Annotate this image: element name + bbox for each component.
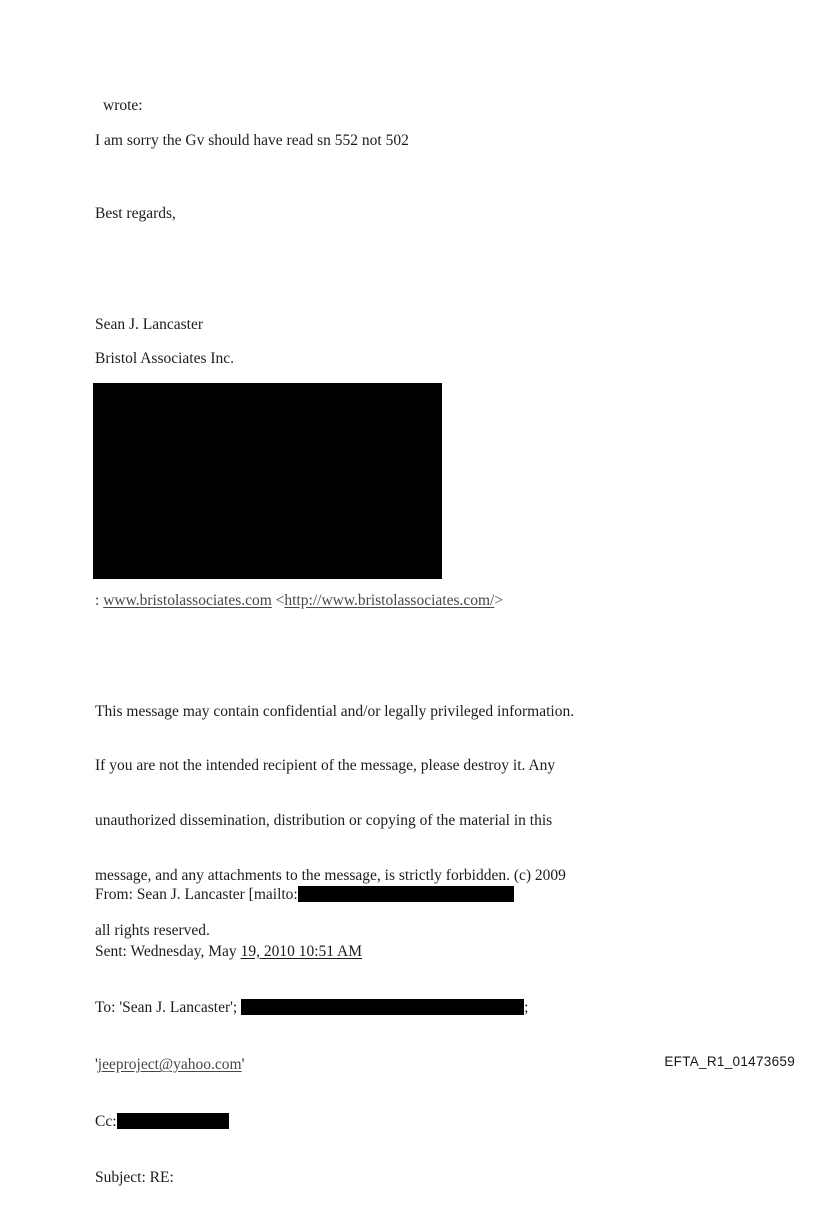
disclaimer-line: message, and any attachments to the message, is strictly forbidden. (c) 2009 [95,867,566,885]
redaction-box-from-address [298,886,514,902]
bates-number: EFTA_R1_01473659 [664,1054,795,1069]
quote-attribution-line: wrote: [103,97,143,114]
quoted-email-header [95,848,528,1226]
to-line-continued [95,1056,528,1075]
email-close-quote: ' [241,1055,245,1073]
to-line-suffix: ; [524,999,529,1017]
email-body-text: I am sorry the Gv should have read sn 552 not 502 [95,132,409,149]
redaction-box-to-address [241,999,524,1015]
signature-company: Bristol Associates Inc. [95,350,235,367]
signature-name: Sean J. Lancaster [95,316,204,333]
disclaimer-line: If you are not the intended recipient of the message, please destroy it. Any [95,757,556,775]
sent-label: Sent: Wednesday, May [95,942,241,960]
website-line [95,592,503,610]
disclaimer-line: unauthorized dissemination, distribution or copying of the material in this [95,812,553,830]
to-label: To: 'Sean J. Lancaster'; [95,999,242,1017]
website-link[interactable]: www.bristolassociates.com [103,592,272,609]
from-label: From: Sean J. Lancaster [mailto: [95,885,298,903]
email-open-quote: ' [95,1055,98,1073]
cc-label: Cc: [95,1112,117,1130]
subject-line: Subject: RE: [95,1169,174,1187]
website-line-suffix: > [494,592,504,609]
cc-line [95,1113,528,1132]
redaction-box-signature [93,383,442,579]
redaction-box-cc-address [117,1113,229,1129]
disclaimer-line: This message may contain confidential and/or legally privileged information. [95,702,575,720]
sent-line [95,943,528,962]
website-url-link[interactable]: http://www.bristolassociates.com/ [284,592,495,609]
recipient-email-link[interactable]: jeeproject@yahoo.com [97,1055,242,1073]
sent-date-underlined: 19, 2010 10:51 AM [240,942,362,960]
website-line-prefix: : [95,592,104,609]
closing-line: Best regards, [95,205,176,222]
disclaimer-line: all rights reserved. [95,922,210,940]
from-line [95,886,528,905]
website-line-separator: < [271,592,285,609]
to-line [95,999,528,1018]
